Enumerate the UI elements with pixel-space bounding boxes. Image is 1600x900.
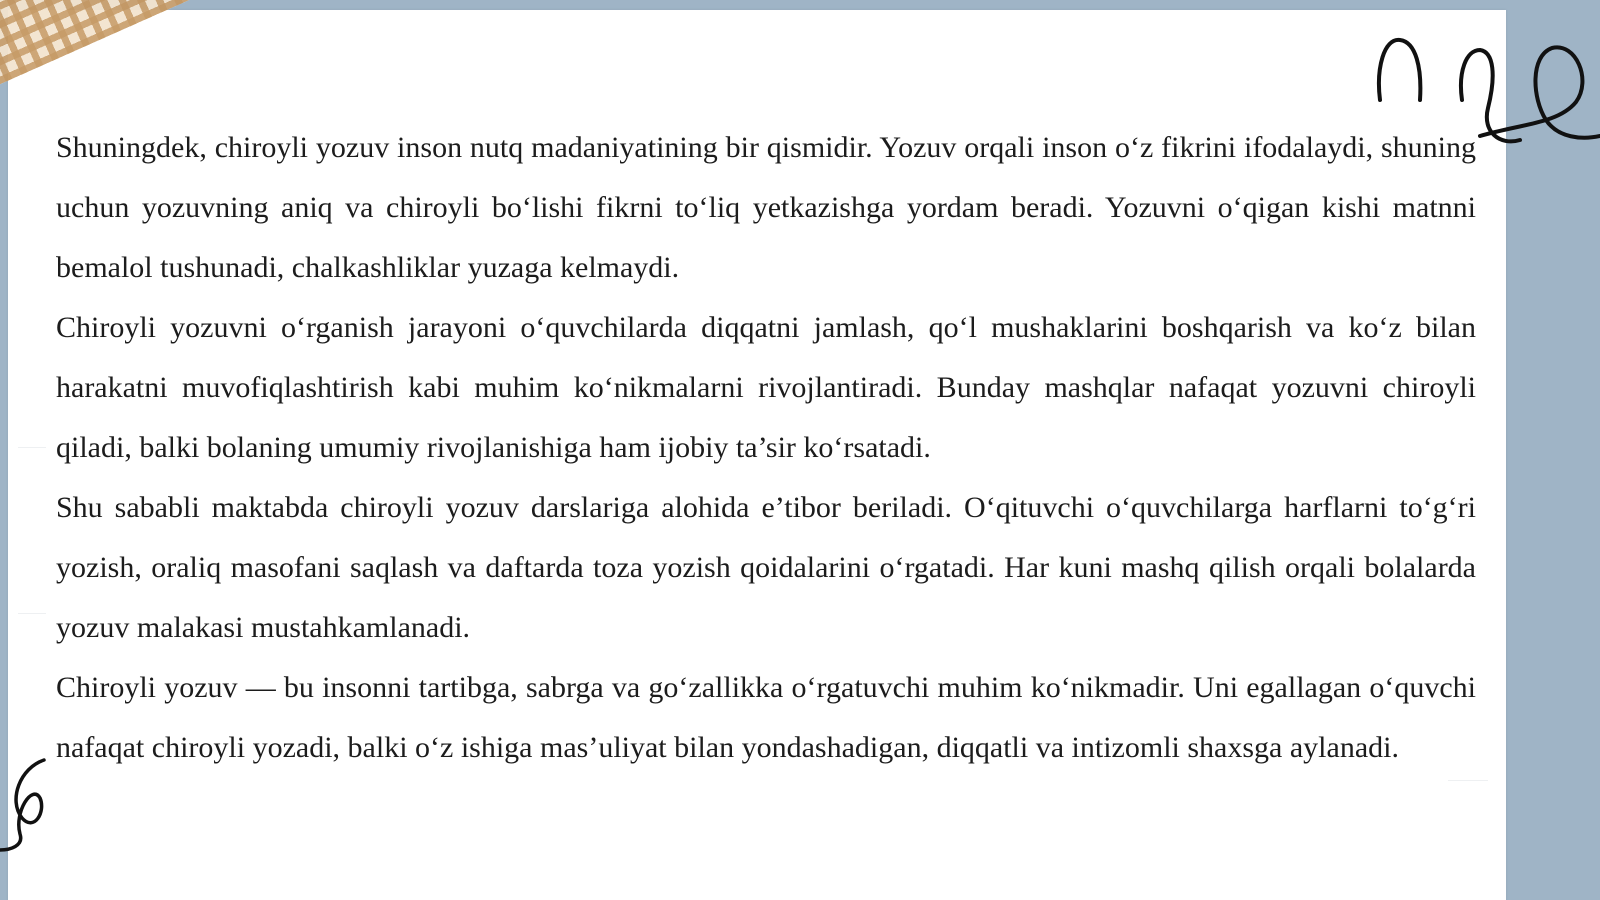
paragraph-3: Shu sababli maktabda chiroyli yozuv darslariga alohida e’tibor beriladi. O‘qituvchi o‘quvchilarga harflarni to‘g‘ri yozish, oraliq masofani saqlash va daftarda toza yozish qoidalarini o‘rgatadi. Har kuni mashq qilish orqali bolalarda yozuv malakasi mustahkamlanadi. — [56, 491, 1476, 644]
faint-rule — [1448, 780, 1488, 781]
paragraph-2: Chiroyli yozuvni o‘rganish jarayoni o‘quvchilarda diqqatni jamlash, qo‘l mushaklarini boshqarish va ko‘z bilan harakatni muvofiqlashtirish kabi muhim ko‘nikmalarni rivojlantiradi. Bunday mashqlar nafaqat yozuvni chiroyli qiladi, balki bolaning umumiy rivojlanishiga ham ijobiy ta’sir ko‘rsatadi. — [56, 311, 1476, 464]
paragraph-1: Shuningdek, chiroyli yozuv inson nutq madaniyatining bir qismidir. Yozuv orqali inson o‘z fikrini ifodalaydi, shuning uchun yozuvning aniq va chiroyli bo‘lishi fikrni to‘liq yetkazishga yordam beradi. Yozuvni o‘qigan kishi matnni bemalol tushunadi, chalkashliklar yuzaga kelmaydi. — [56, 131, 1476, 284]
paragraph-4: Chiroyli yozuv — bu insonni tartibga, sabrga va go‘zallikka o‘rgatuvchi muhim ko‘nikmadir. Uni egallagan o‘quvchi nafaqat chiroyli yozadi, balki o‘z ishiga mas’uliyat bilan yondashadigan, diqqatli va intizomli shaxsga aylanadi. — [56, 671, 1476, 764]
body-text — [56, 118, 1476, 778]
scribble-curl-decoration — [0, 752, 60, 852]
